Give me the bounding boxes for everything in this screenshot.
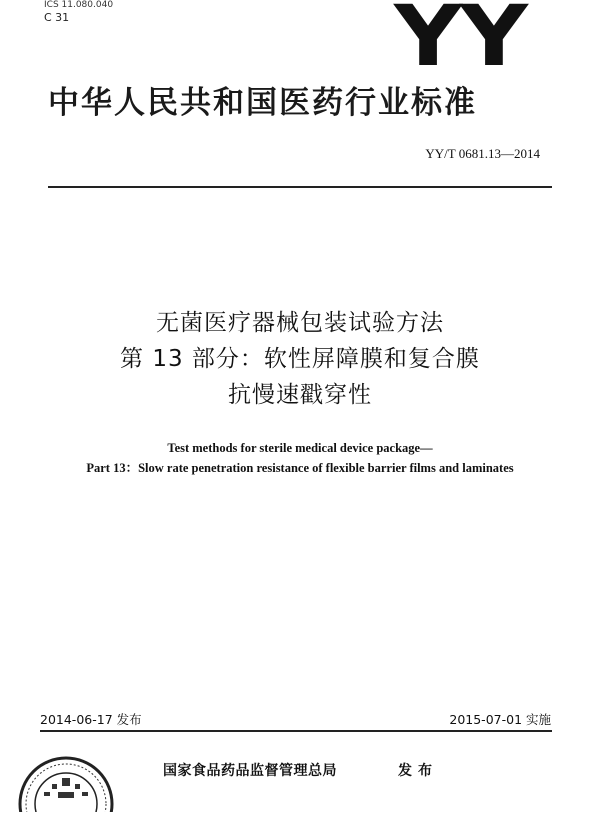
issuing-authority: 国家食品药品监督管理总局 xyxy=(163,763,337,779)
official-seal-icon xyxy=(14,752,118,816)
standard-number: YY/T 0681.13—2014 xyxy=(425,146,540,161)
issue-date: 2014-06-17 发布 xyxy=(40,712,142,727)
issue-label: 发布 xyxy=(398,763,438,779)
title-cn-line-1: 无菌医疗器械包装试验方法 xyxy=(156,310,444,336)
ics-code: ICS 11.080.040 xyxy=(44,0,114,10)
ccs-code: C 31 xyxy=(44,11,70,24)
top-divider xyxy=(48,186,552,188)
title-en-line-2: Part 13：Slow rate penetration resistance of flexible barrier films and laminates xyxy=(86,461,514,475)
bottom-divider xyxy=(40,730,552,732)
standard-logo: YY xyxy=(394,0,526,85)
implementation-date: 2015-07-01 实施 xyxy=(449,712,551,727)
title-en-line-1: Test methods for sterile medical device package— xyxy=(167,441,433,455)
title-cn-line-2: 第 13 部分：软性屏障膜和复合膜 xyxy=(120,346,480,372)
title-cn-line-3: 抗慢速戳穿性 xyxy=(228,382,372,408)
standard-category-title: 中华人民共和国医药行业标准 xyxy=(48,85,477,121)
